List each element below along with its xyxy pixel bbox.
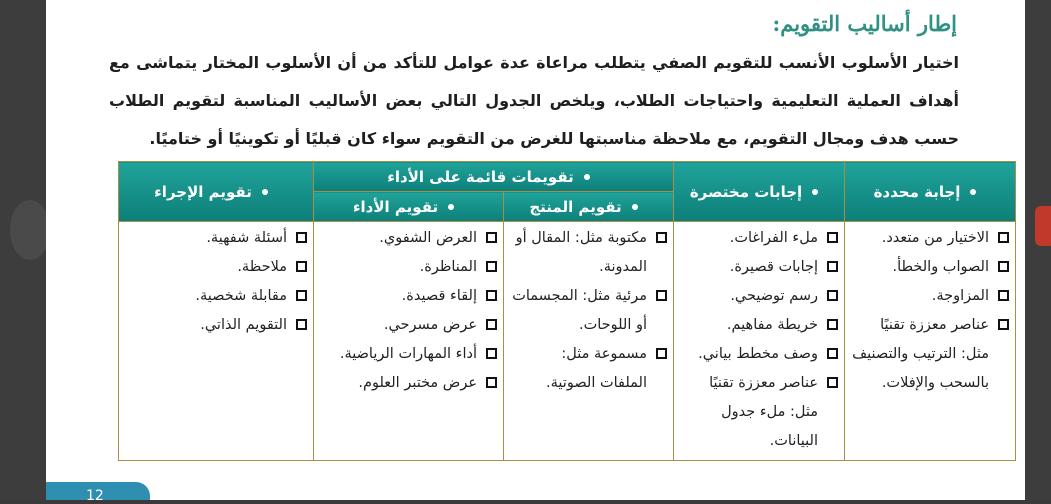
header-selected-response: إجابة محددة bbox=[845, 162, 1016, 222]
checkbox-icon bbox=[827, 348, 838, 359]
list-item: أسئلة شفهية. bbox=[125, 224, 307, 253]
list-item: أداء المهارات الرياضية. bbox=[320, 340, 497, 369]
checkbox-icon bbox=[296, 261, 307, 272]
list-item: ملاحظة. bbox=[125, 253, 307, 282]
checkbox-icon bbox=[827, 232, 838, 243]
list-item: الاختيار من متعدد. bbox=[851, 224, 1009, 253]
list-item: إجابات قصيرة. bbox=[680, 253, 838, 282]
header-short-answers: إجابات مختصرة bbox=[674, 162, 845, 222]
column-selected-response bbox=[845, 222, 1016, 461]
column-short-answers bbox=[674, 222, 845, 461]
checkbox-icon bbox=[656, 232, 667, 243]
list-item: عناصر معززة تقنيًا مثل: الترتيب والتصنيف بالسحب والإفلات. bbox=[851, 311, 1009, 398]
list-item: المناظرة. bbox=[320, 253, 497, 282]
intro-paragraph: اختيار الأسلوب الأنسب للتقويم الصفي يتطلب مراعاة عدة عوامل للتأكد من أن الأسلوب المختار يتماشى مع أهداف العملية التعليمية واحتياجات الطلاب، ويلخص الجدول التالي بعض الأساليب المناسبة لتقويم الطلاب حسب هدف ومجال التقويم، مع ملاحظة مناسبتها للغرض من التقويم سواء كان قبليًا أو تكوينيًا أو ختاميًا. bbox=[109, 53, 959, 148]
bullet-icon bbox=[262, 189, 268, 195]
viewer-side-tab[interactable] bbox=[1035, 206, 1051, 246]
checkbox-icon bbox=[486, 348, 497, 359]
checkbox-icon bbox=[827, 377, 838, 388]
checkbox-icon bbox=[296, 232, 307, 243]
checkbox-icon bbox=[827, 319, 838, 330]
list-item: الصواب والخطأ. bbox=[851, 253, 1009, 282]
checkbox-icon bbox=[486, 232, 497, 243]
background-right bbox=[1025, 0, 1051, 500]
list-item: مقابلة شخصية. bbox=[125, 282, 307, 311]
bullet-icon bbox=[448, 204, 454, 210]
list-item: إلقاء قصيدة. bbox=[320, 282, 497, 311]
list-item: ملء الفراغات. bbox=[680, 224, 838, 253]
checkbox-icon bbox=[486, 290, 497, 301]
list-item: المزاوجة. bbox=[851, 282, 1009, 311]
checkbox-icon bbox=[486, 319, 497, 330]
bullet-icon bbox=[970, 189, 976, 195]
checkbox-icon bbox=[827, 290, 838, 301]
checkbox-icon bbox=[998, 261, 1009, 272]
list-item: مسموعة مثل: الملفات الصوتية. bbox=[510, 340, 667, 398]
page-number: 12 bbox=[86, 488, 104, 504]
checkbox-icon bbox=[296, 319, 307, 330]
checkbox-icon bbox=[827, 261, 838, 272]
checkbox-icon bbox=[656, 290, 667, 301]
list-item: مكتوبة مثل: المقال أو المدونة. bbox=[510, 224, 667, 282]
checkbox-icon bbox=[998, 319, 1009, 330]
checkbox-icon bbox=[998, 232, 1009, 243]
bullet-icon bbox=[812, 189, 818, 195]
header-performance-based: تقويمات قائمة على الأداء bbox=[314, 162, 674, 192]
column-performance bbox=[314, 222, 504, 461]
column-product bbox=[504, 222, 674, 461]
bullet-icon bbox=[584, 174, 590, 180]
list-item: عرض مختبر العلوم. bbox=[320, 369, 497, 398]
list-item: العرض الشفوي. bbox=[320, 224, 497, 253]
list-item: التقويم الذاتي. bbox=[125, 311, 307, 340]
list-item: وصف مخطط بياني. bbox=[680, 340, 838, 369]
checkbox-icon bbox=[656, 348, 667, 359]
viewer-side-shadow bbox=[10, 200, 50, 260]
list-item: عناصر معززة تقنيًا مثل: ملء جدول البيانات. bbox=[680, 369, 838, 456]
column-procedure bbox=[119, 222, 314, 461]
document-page bbox=[46, 0, 1025, 500]
list-item: عرض مسرحي. bbox=[320, 311, 497, 340]
checkbox-icon bbox=[486, 261, 497, 272]
list-item: رسم توضيحي. bbox=[680, 282, 838, 311]
checkbox-icon bbox=[296, 290, 307, 301]
bullet-icon bbox=[632, 204, 638, 210]
header-procedure: تقويم الإجراء bbox=[119, 162, 314, 222]
list-item: خريطة مفاهيم. bbox=[680, 311, 838, 340]
section-title: إطار أساليب التقويم: bbox=[772, 11, 957, 36]
list-item: مرئية مثل: المجسمات أو اللوحات. bbox=[510, 282, 667, 340]
assessment-methods-table bbox=[118, 161, 1016, 461]
checkbox-icon bbox=[998, 290, 1009, 301]
header-performance: تقويم الأداء bbox=[314, 192, 504, 222]
header-product: تقويم المنتج bbox=[504, 192, 674, 222]
checkbox-icon bbox=[486, 377, 497, 388]
